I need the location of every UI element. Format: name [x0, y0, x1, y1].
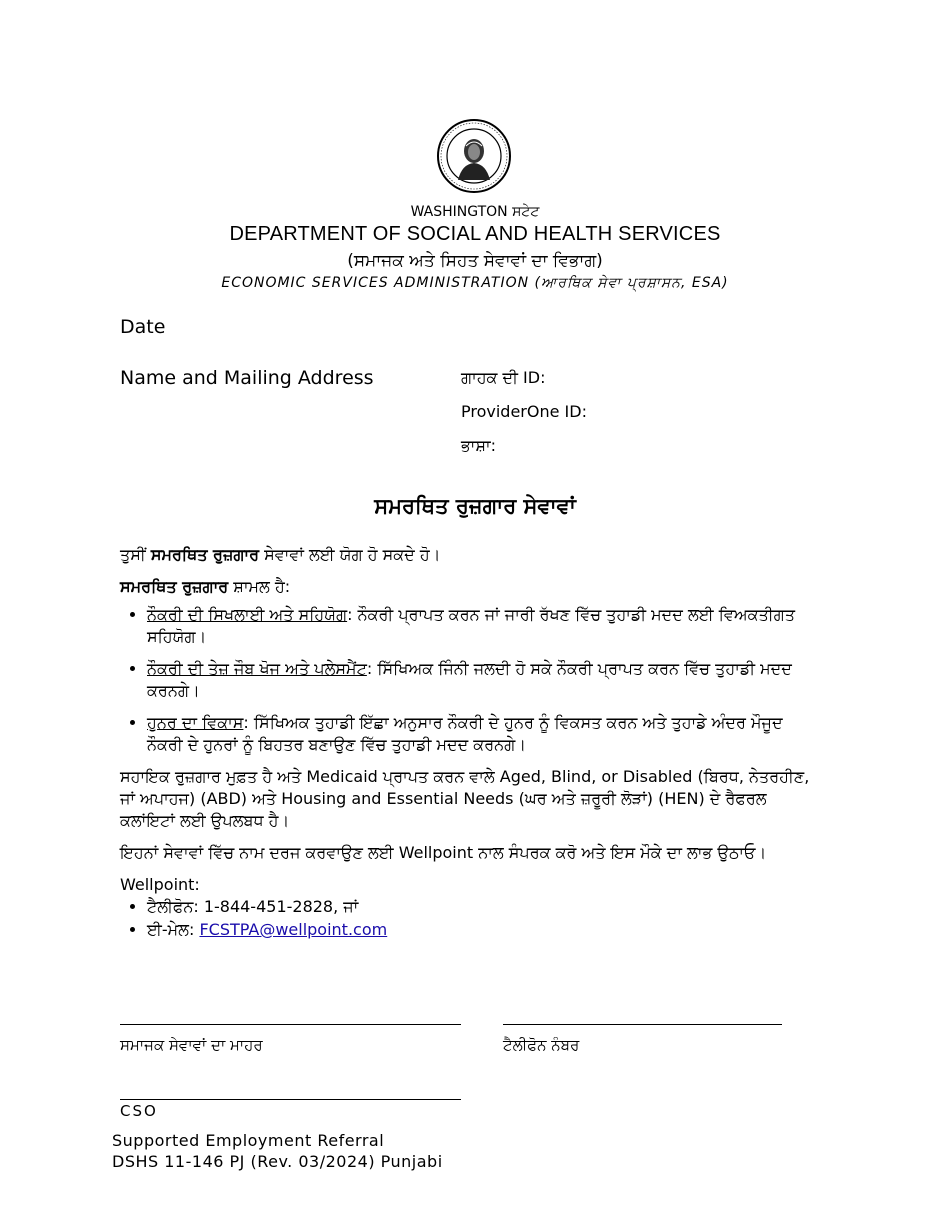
contact-statement: ਇਹਨਾਂ ਸੇਵਾਵਾਂ ਵਿੱਚ ਨਾਮ ਦਰਜ ਕਰਵਾਉਣ ਲਈ Wellpoint ਨਾਲ ਸੰਪਰਕ ਕਰੋ ਅਤੇ ਇਸ ਮੌਕੇ ਦਾ ਲਾਭ ਉਠਾਓ। [120, 843, 767, 862]
washington-state-seal-icon [436, 118, 512, 194]
wellpoint-email-item [147, 919, 820, 941]
eligibility-statement [120, 544, 820, 566]
includes-suffix: ਸ਼ਾਮਲ ਹੈ: [228, 577, 291, 596]
service-term: ਨੌਕਰੀ ਦੀ ਸਿਖਲਾਈ ਅਤੇ ਸਹਿਯੋਗ [147, 605, 348, 624]
service-description: : ਸਿੱਖਿਅਕ ਤੁਹਾਡੀ ਇੱਛਾ ਅਨੁਸਾਰ ਨੌਕਰੀ ਦੇ ਹੁਨਰ ਨੂੰ ਵਿਕਸਤ ਕਰਨ ਅਤੇ ਤੁਹਾਡੇ ਅੰਦਰ ਮੌਜੂਦ ਨੌਕਰੀ ਦੇ ਹੁਨਰਾਂ ਨੂੰ ਬਿਹਤਰ ਬਣਾਉਣ ਵਿੱਚ ਤੁਹਾਡੀ ਮਦਦ ਕਰਨਗੇ। [147, 713, 783, 754]
department-name-punjabi: (ਸਮਾਜਕ ਅਤੇ ਸਿਹਤ ਸੇਵਾਵਾਂ ਦਾ ਵਿਭਾਗ) [347, 251, 603, 271]
page-title: ਸਮਰਥਿਤ ਰੁਜ਼ਗਾਰ ਸੇਵਾਵਾਂ [374, 494, 576, 518]
provider-id-label: ProviderOne ID: [461, 402, 587, 421]
state-label: WASHINGTON ਸਟੇਟ [410, 204, 540, 220]
free-statement: ਸਹਾਇਕ ਰੁਜ਼ਗਾਰ ਮੁਫ਼ਤ ਹੈ ਅਤੇ Medicaid ਪ੍ਰਾਪਤ ਕਰਨ ਵਾਲੇ Aged, Blind, or Disabled (ਬਿਰਧ, ਨੇਤਰਹੀਣ, ਜਾਂ ਅਪਾਹਜ) (ABD) ਅਤੇ Housing and Essential Needs (ਘਰ ਅਤੇ ਜ਼ਰੂਰੀ ਲੋੜਾਂ) (HEN) ਦੇ ਰੈਫਰਲ ਕਲਾਂਇਟਾਂ ਲਈ ਉਪਲਬਧ ਹੈ। [120, 767, 810, 830]
wellpoint-email-prefix: ਈ-ਮੇਲ: [147, 920, 200, 939]
cso-label: CSO [120, 1102, 158, 1120]
phone-number-label: ਟੈਲੀਫੋਨ ਨੰਬਰ [503, 1036, 580, 1054]
wellpoint-email-link[interactable]: FCSTPA@wellpoint.com [199, 920, 388, 939]
wellpoint-label: Wellpoint: [120, 875, 200, 894]
form-number: DSHS 11-146 PJ (Rev. 03/2024) Punjabi [112, 1152, 443, 1171]
specialist-label: ਸਮਾਜਕ ਸੇਵਾਵਾਂ ਦਾ ਮਾਹਰ [120, 1036, 263, 1054]
services-list [120, 604, 820, 756]
client-id-label: ਗਾਹਕ ਦੀ ID: [461, 368, 546, 387]
service-term: ਹੁਨਰ ਦਾ ਵਿਕਾਸ [147, 713, 244, 732]
service-description: : ਨੌਕਰੀ ਪ੍ਰਾਪਤ ਕਰਨ ਜਾਂ ਜਾਰੀ ਰੱਖਣ ਵਿੱਚ ਤੁਹਾਡੀ ਮਦਦ ਲਈ ਵਿਅਕਤੀਗਤ ਸਹਿਯੋਗ। [147, 605, 795, 646]
includes-bold: ਸਮਰਥਿਤ ਰੁਜ਼ਗਾਰ [120, 577, 229, 596]
list-item [147, 658, 820, 702]
includes-statement [120, 576, 820, 598]
language-label: ਭਾਸ਼ਾ: [461, 436, 497, 455]
specialist-signature-line [120, 1024, 461, 1025]
service-description: : ਸਿੱਖਿਅਕ ਜਿੰਨੀ ਜਲਦੀ ਹੋ ਸਕੇ ਨੌਕਰੀ ਪ੍ਰਾਪਤ ਕਰਨ ਵਿੱਚ ਤੁਹਾਡੀ ਮਦਦ ਕਰਨਗੇ। [147, 659, 792, 700]
department-name: DEPARTMENT OF SOCIAL AND HEALTH SERVICES [229, 223, 721, 245]
date-label: Date [120, 316, 166, 338]
wellpoint-phone: • ਟੈਲੀਫੋਨ: 1-844-451-2828, ਜਾਂ [147, 896, 820, 918]
list-item [147, 712, 820, 756]
phone-signature-line [503, 1024, 782, 1025]
document-body [120, 544, 820, 942]
form-title: Supported Employment Referral [112, 1131, 385, 1150]
administration-name: ECONOMIC SERVICES ADMINISTRATION (ਆਰਥਿਕ ਸੇਵਾ ਪ੍ਰਸ਼ਾਸਨ, ESA) [221, 275, 729, 291]
service-term: ਨੌਕਰੀ ਦੀ ਤੇਜ਼ ਜੌਬ ਖੋਜ ਅਤੇ ਪਲੇਸਮੈਂਟ [147, 659, 367, 678]
eligibility-bold: ਸਮਰਥਿਤ ਰੁਜ਼ਗਾਰ [150, 545, 260, 564]
eligibility-suffix: ਸੇਵਾਵਾਂ ਲਈ ਯੋਗ ਹੋ ਸਕਦੇ ਹੋ। [259, 545, 441, 564]
cso-signature-line [120, 1099, 461, 1100]
wellpoint-contact-list [120, 896, 820, 941]
wellpoint-contact [120, 874, 820, 941]
list-item [147, 604, 820, 648]
eligibility-prefix: ਤੁਸੀਂ [120, 545, 151, 564]
name-address-label: Name and Mailing Address [120, 367, 374, 389]
